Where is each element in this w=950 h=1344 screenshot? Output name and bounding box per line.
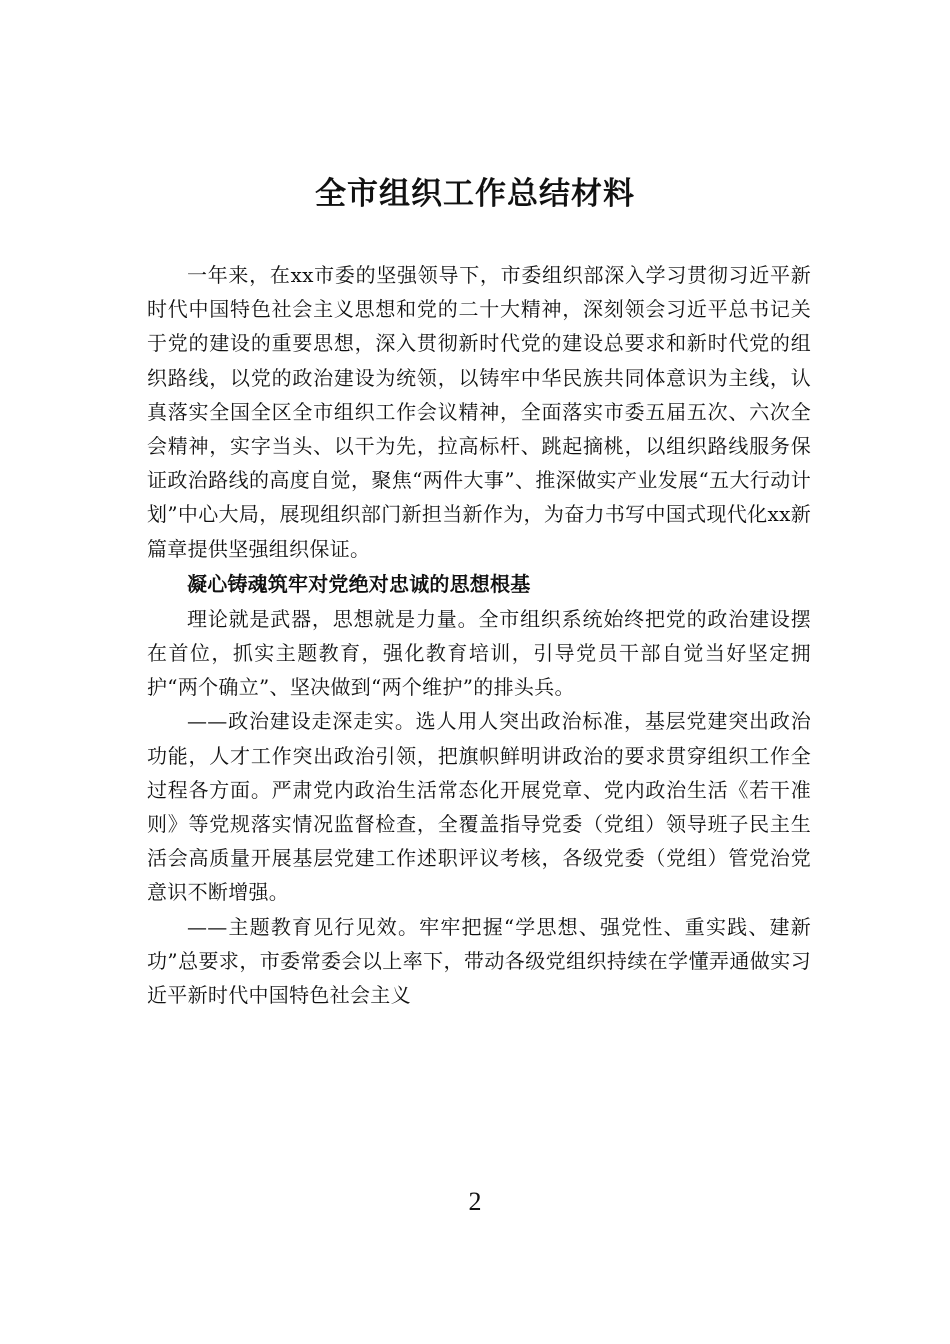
document-title: 全市组织工作总结材料 — [315, 176, 635, 212]
section-paragraph-2: ——政治建设走深走实。选人用人突出政治标准，基层党建突出政治功能，人才工作突出政治引领，把旗帜鲜明讲政治的要求贯穿组织工作全过程各方面。严肃党内政治生活常态化开展党章、党内政治生活《若干准则》等党规落实情况监督检查，全覆盖指导党委（党组）领导班子民主生活会高质量开展基层党建工作述职评议考核，各级党委（党组）管党治党意识不断增强。 — [147, 709, 811, 905]
intro-paragraph: 一年来，在xx市委的坚强领导下，市委组织部深入学习贯彻习近平新时代中国特色社会主义思想和党的二十大精神，深刻领会习近平总书记关于党的建设的重要思想，深入贯彻新时代党的建设总要求和新时代党的组织路线，以党的政治建设为统领，以铸牢中华民族共同体意识为主线，认真落实全国全区全市组织工作会议精神，全面落实市委五届五次、六次全会精神，实字当头、以干为先，拉高标杆、跳起摘桃，以组织路线服务保证政治路线的高度自觉，聚焦“两件大事”、推深做实产业发展“五大行动计划”中心大局，展现组织部门新担当新作为，为奋力书写中国式现代化xx新篇章提供坚强组织保证。 — [147, 263, 811, 561]
page-number: 2 — [468, 1187, 482, 1216]
section-paragraph-1: 理论就是武器，思想就是力量。全市组织系统始终把党的政治建设摆在首位，抓实主题教育，强化教育培训，引导党员干部自觉当好坚定拥护“两个确立”、坚决做到“两个维护”的排头兵。 — [147, 606, 811, 700]
section-heading: 凝心铸魂筑牢对党绝对忠诚的思想根基 — [187, 571, 531, 596]
document-body — [147, 258, 811, 1012]
section-paragraph-3: ——主题教育见行见效。牢牢把握“学思想、强党性、重实践、建新功”总要求，市委常委会以上率下，带动各级党组织持续在学懂弄通做实习近平新时代中国特色社会主义 — [147, 914, 811, 1008]
